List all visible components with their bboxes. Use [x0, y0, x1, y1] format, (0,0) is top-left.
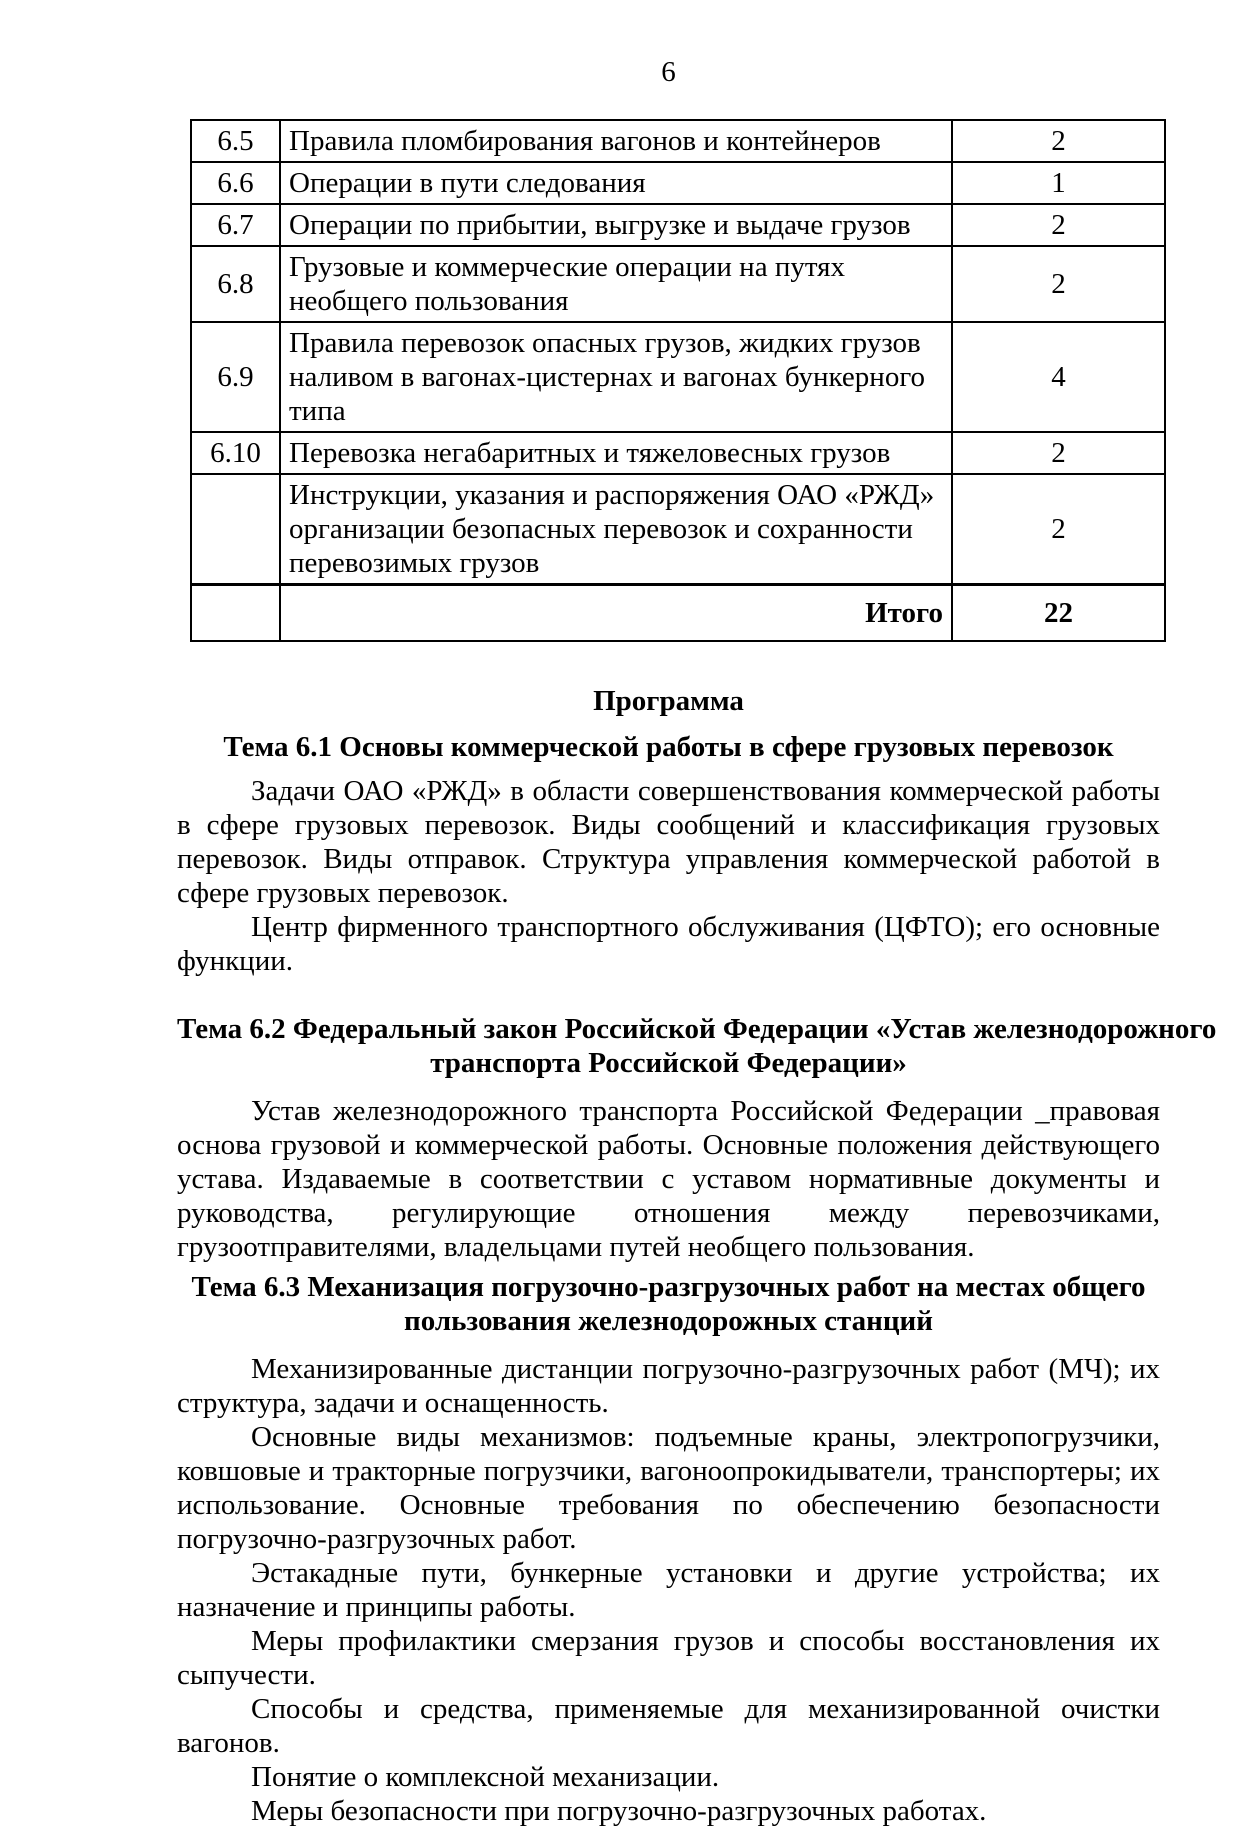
row-number-cell: 6.5	[191, 120, 280, 162]
theme-6-3-paragraph-7: Меры безопасности при погрузочно-разгрузочных работах.	[251, 1794, 987, 1827]
row-number-cell: 6.9	[191, 322, 280, 432]
theme-6-3-paragraph-3: Эстакадные пути, бункерные установки и другие устройства; их назначение и принципы работы.	[177, 1556, 1160, 1623]
row-number-cell: 6.8	[191, 246, 280, 322]
total-label: Итого	[280, 585, 952, 641]
theme-6-3-heading-line-1: Тема 6.3 Механизация погрузочно-разгрузочных работ на местах общего	[191, 1270, 1146, 1303]
row-hours-cell: 1	[952, 162, 1165, 204]
table-row	[191, 246, 1165, 322]
row-number-cell: 6.7	[191, 204, 280, 246]
theme-6-3-heading	[177, 1270, 1160, 1338]
row-hours-cell: 2	[952, 120, 1165, 162]
total-empty-cell	[191, 585, 280, 641]
theme-6-2-heading-line-2: транспорта Российской Федерации»	[430, 1046, 907, 1079]
theme-6-3-paragraph-1: Механизированные дистанции погрузочно-разгрузочных работ (МЧ); их структура, задачи и оснащенность.	[177, 1352, 1160, 1419]
row-title-cell: Грузовые и коммерческие операции на путях необщего пользования	[280, 246, 952, 322]
row-number-cell: 6.6	[191, 162, 280, 204]
theme-6-1-paragraph-2: Центр фирменного транспортного обслуживания (ЦФТО); его основные функции.	[177, 910, 1160, 977]
row-title-cell: Правила пломбирования вагонов и контейнеров	[280, 120, 952, 162]
table-row	[191, 474, 1165, 585]
row-hours-cell: 2	[952, 432, 1165, 474]
program-heading: Программа	[593, 684, 744, 717]
table-row	[191, 120, 1165, 162]
theme-6-1-heading: Тема 6.1 Основы коммерческой работы в сфере грузовых перевозок	[223, 730, 1114, 763]
theme-6-3-paragraph-5: Способы и средства, применяемые для механизированной очистки вагонов.	[177, 1692, 1160, 1759]
table-total-row	[191, 585, 1165, 641]
row-title-cell: Правила перевозок опасных грузов, жидких грузов наливом в вагонах-цистернах и вагонах бункерного типа	[280, 322, 952, 432]
row-number-cell: 6.10	[191, 432, 280, 474]
theme-6-3-paragraph-4: Меры профилактики смерзания грузов и способы восстановления их сыпучести.	[177, 1624, 1160, 1691]
theme-6-2-paragraph-1: Устав железнодорожного транспорта Российской Федерации _правовая основа грузовой и коммерческой работы. Основные положения действующего устава. Издаваемые в соответствии с уставом нормативные документы и руководства, регулирующие отношения между перевозчиками, грузоотправителями, владельцами путей необщего пользования.	[177, 1094, 1160, 1263]
row-title-cell: Перевозка негабаритных и тяжеловесных грузов	[280, 432, 952, 474]
total-value: 22	[952, 585, 1165, 641]
table-row	[191, 162, 1165, 204]
theme-6-2-heading-line-1: Тема 6.2 Федеральный закон Российской Федерации «Устав железнодорожного	[177, 1012, 1217, 1045]
table-row	[191, 204, 1165, 246]
hours-table	[190, 119, 1166, 642]
table-row	[191, 432, 1165, 474]
row-hours-cell: 2	[952, 246, 1165, 322]
row-title-cell: Операции в пути следования	[280, 162, 952, 204]
row-title-cell: Операции по прибытии, выгрузке и выдаче грузов	[280, 204, 952, 246]
theme-6-3-paragraph-2: Основные виды механизмов: подъемные краны, электропогрузчики, ковшовые и тракторные погрузчики, вагоноопрокидыватели, транспортеры; их использование. Основные требования по обеспечению безопасности погрузочно-разгрузочных работ.	[177, 1420, 1160, 1555]
page-number: 6	[661, 56, 676, 88]
row-hours-cell: 2	[952, 474, 1165, 585]
theme-6-3-heading-line-2: пользования железнодорожных станций	[404, 1304, 933, 1337]
table-row	[191, 322, 1165, 432]
theme-6-1-paragraph-1: Задачи ОАО «РЖД» в области совершенствования коммерческой работы в сфере грузовых перевозок. Виды сообщений и классификация грузовых перевозок. Виды отправок. Структура управления коммерческой работой в сфере грузовых перевозок.	[177, 774, 1160, 909]
row-hours-cell: 4	[952, 322, 1165, 432]
row-hours-cell: 2	[952, 204, 1165, 246]
row-title-cell: Инструкции, указания и распоряжения ОАО «РЖД» организации безопасных перевозок и сохранности перевозимых грузов	[280, 474, 952, 585]
theme-6-3-paragraph-6: Понятие о комплексной механизации.	[251, 1760, 720, 1793]
theme-6-2-heading	[177, 1012, 1217, 1080]
row-number-cell	[191, 474, 280, 585]
